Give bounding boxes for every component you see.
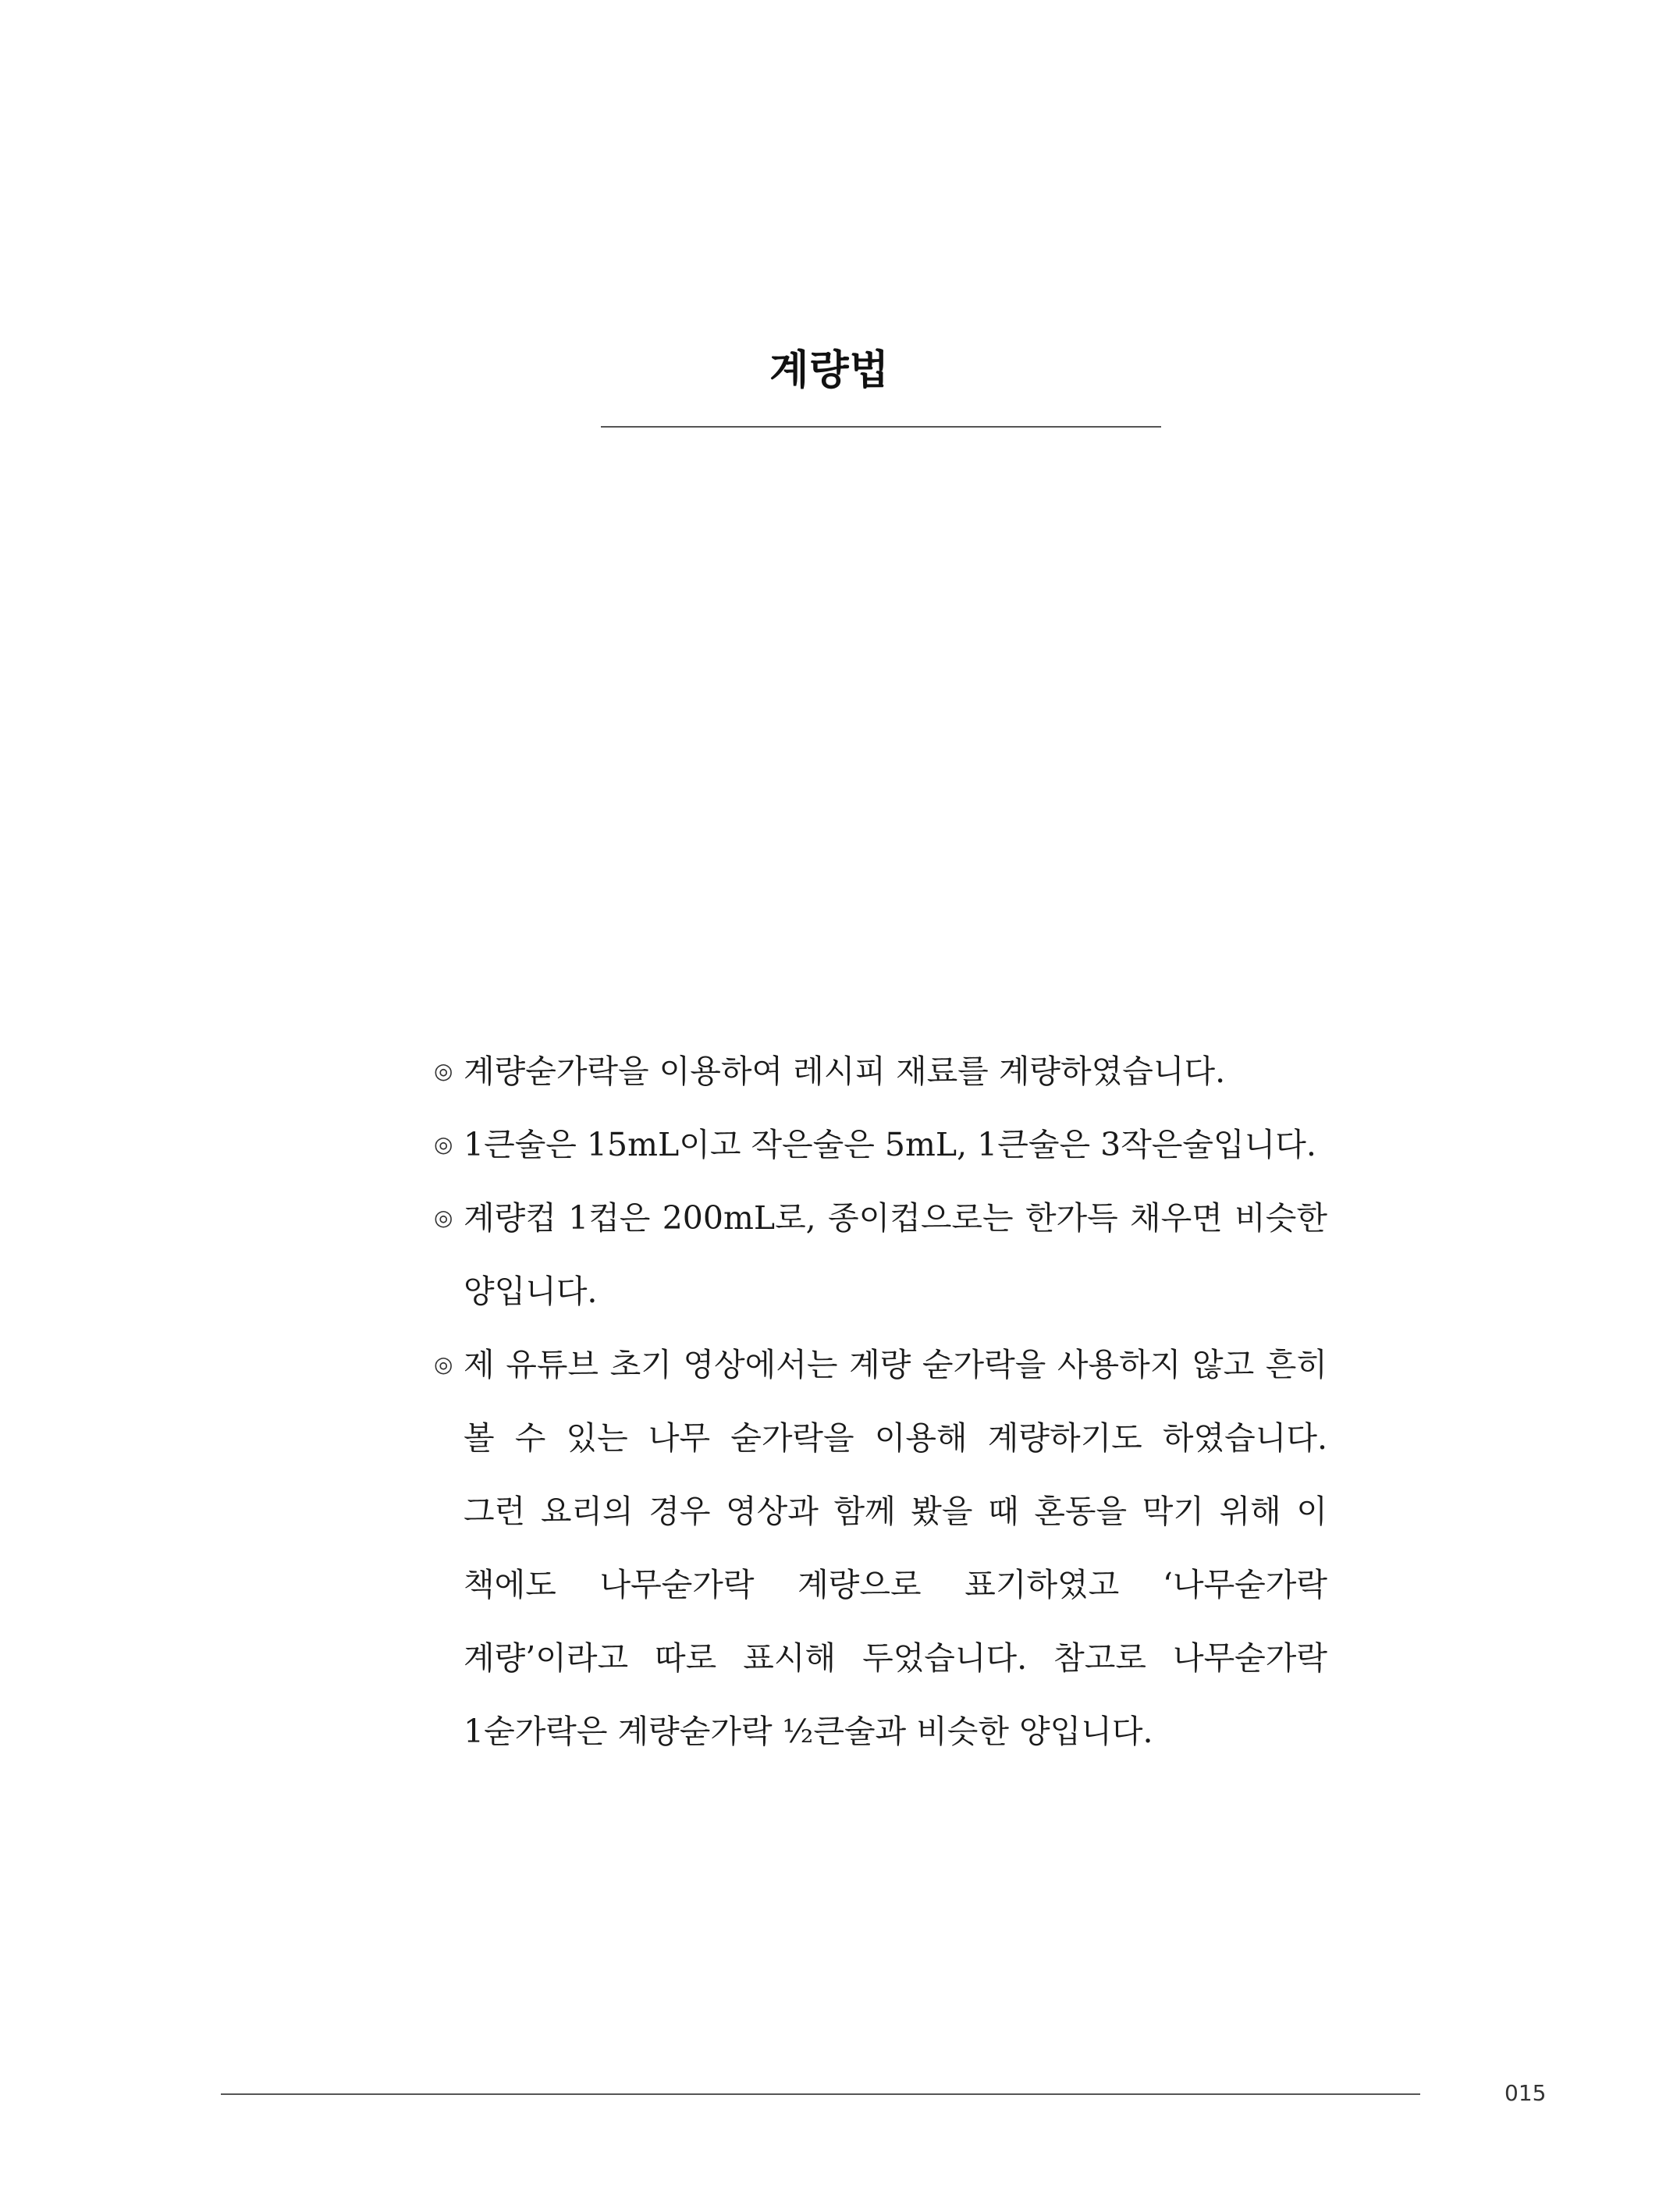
page-title: 계량법 xyxy=(769,346,890,394)
title-divider xyxy=(601,426,1161,428)
note-text: 제 유튜브 초기 영상에서는 계량 숟가락을 사용하지 않고 흔히 볼 수 있는 나무 숟가락을 이용해 계량하기도 하였습니다. 그런 요리의 경우 영상과 함께 봤을 때 혼동을 막기 위해 이 책에도 나무숟가락 계량으로 표기하였고 ‘나무숟가락 계량’이라고 따로 표시해 두었습니다. 참고로 나무숟가락 1숟가락은 계량숟가락 ½큰술과 비슷한 양입니다. xyxy=(464,1346,1327,1750)
notes-list xyxy=(434,1035,1327,1768)
note-item xyxy=(434,1328,1327,1768)
note-item xyxy=(434,1108,1327,1181)
footer-divider xyxy=(221,2093,1420,2095)
page-number: 015 xyxy=(1504,2080,1547,2106)
note-text: 1큰술은 15mL이고 작은술은 5mL, 1큰술은 3작은술입니다. xyxy=(464,1126,1316,1163)
double-circle-bullet-icon: ◎ xyxy=(434,1131,453,1157)
note-text: 계량컵 1컵은 200mL로, 종이컵으로는 한가득 채우면 비슷한 양입니다. xyxy=(464,1199,1327,1310)
note-item xyxy=(434,1181,1327,1328)
note-item xyxy=(434,1035,1327,1108)
double-circle-bullet-icon: ◎ xyxy=(434,1205,453,1230)
double-circle-bullet-icon: ◎ xyxy=(434,1058,453,1084)
double-circle-bullet-icon: ◎ xyxy=(434,1351,453,1377)
note-text: 계량숟가락을 이용하여 레시피 재료를 계량하였습니다. xyxy=(464,1053,1226,1090)
